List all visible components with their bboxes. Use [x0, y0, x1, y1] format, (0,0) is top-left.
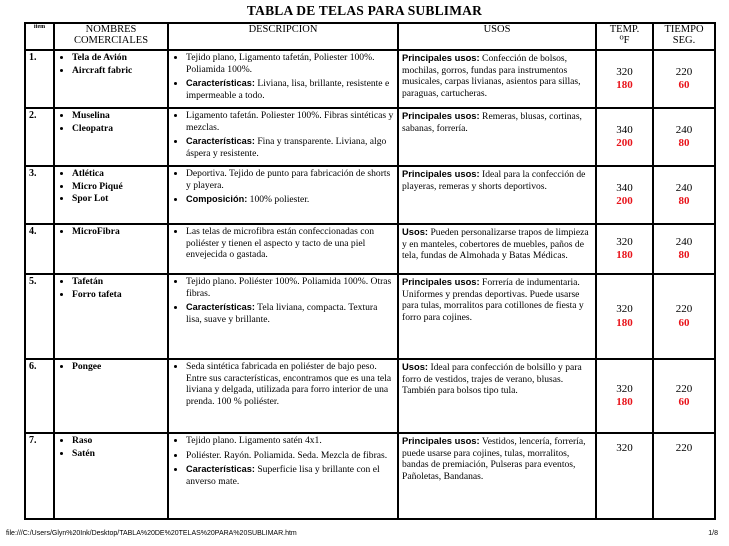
description-item: [186, 194, 394, 206]
fabric-name: • Tela de Avión: [72, 52, 164, 64]
uses-cell: [398, 359, 596, 433]
header-time-unit: SEG.: [672, 35, 696, 47]
description-text: Fina y transparente. Liviana, algo áspera y resistente.: [186, 136, 387, 160]
uses-cell: [398, 108, 596, 166]
time-value: 240: [675, 123, 693, 136]
uses-text: Pueden personalizarse trapos de limpieza y en manteles, cobertores de muebles, paños de tela, fundas de Almohada y Batas Médicas.: [402, 227, 589, 262]
time-cell: [653, 108, 715, 166]
temperature-cell: [596, 359, 653, 433]
commercial-names: [54, 224, 168, 274]
time-value: 220: [675, 65, 693, 78]
description-cell: [168, 433, 398, 519]
temperature-value-red: 180: [616, 316, 633, 329]
temperature-value: 320: [616, 382, 633, 395]
uses-label: Usos:: [402, 361, 429, 372]
uses-label: Principales usos:: [402, 110, 480, 121]
description-item: [186, 302, 394, 325]
table-row: [25, 359, 715, 433]
uses-label: Principales usos:: [402, 435, 480, 446]
time-cell: [653, 166, 715, 224]
header-row: [25, 23, 715, 50]
temperature-cell: [596, 224, 653, 274]
temperature-value: 340: [616, 123, 633, 136]
uses-text: Confección de bolsos, mochilas, gorros, fundas para instrumentos musicales, carpas livianas, asientos para sillas, paraguas, cartucheras.: [402, 53, 581, 100]
row-number: 2.: [25, 108, 54, 166]
uses-text: Forrería de indumentaria. Uniformes y prendas deportivas. Puede usarse para tulas, morralitos para cotillones de fiesta y forro para cojines.: [402, 277, 584, 324]
description-label: Características:: [186, 136, 255, 147]
time-value-red: 60: [678, 79, 690, 91]
time-cell: [653, 224, 715, 274]
table-row: [25, 274, 715, 359]
row-number: 7.: [25, 433, 54, 519]
table-row: [25, 433, 715, 519]
header-temp-label: TEMP.: [609, 24, 640, 35]
description-text: Seda sintética fabricada en poliéster de bajo peso. Entre sus características, encontramos que es una tela liviana y delgada, utilizada para forro interior de una prenda. 100 % poliéster.: [186, 361, 392, 408]
uses-text: Vestidos, lencería, forrería, puede usarse para cojines, tulas, morralitos, bandas de premiación, Pulseras para eventos, Pañoletas, Bandanas.: [402, 436, 586, 483]
uses-label: Principales usos:: [402, 52, 480, 63]
temperature-value: 320: [616, 442, 633, 454]
description-text: Ligamento tafetán. Poliester 100%. Fibras sintéticas y mezclas.: [186, 110, 394, 133]
header-uses: USOS: [398, 23, 596, 50]
temperature-value-red: 200: [616, 137, 633, 149]
description-label: Características:: [186, 78, 255, 89]
footer-path: file:///C:/Users/Glyn%20Ink/Desktop/TABLA%20DE%20TELAS%20PARA%20SUBLIMAR.htm: [6, 530, 297, 537]
fabric-name: • Tafetán: [72, 276, 164, 288]
description-text: Tejido plano. Ligamento satén 4x1.: [186, 435, 322, 446]
description-cell: [168, 359, 398, 433]
table-row: [25, 108, 715, 166]
description-item: [186, 464, 394, 487]
time-value: 240: [675, 235, 693, 248]
row-number: 4.: [25, 224, 54, 274]
temperature-cell: [596, 274, 653, 359]
description-text: Tela liviana, compacta. Textura lisa, suave y brillante.: [186, 302, 378, 326]
temperature-value: 320: [616, 235, 633, 248]
row-number: 5.: [25, 274, 54, 359]
uses-text: Ideal para la confección de playeras, remeras y shorts deportivos.: [402, 169, 586, 192]
description-item: [186, 136, 394, 159]
table-row: [25, 224, 715, 274]
fabric-table: [24, 22, 716, 520]
description-cell: [168, 108, 398, 166]
description-item: [186, 276, 394, 299]
temperature-value-red: 180: [616, 79, 633, 91]
uses-text: Ideal para confección de bolsillo y para forro de vestidos, trajes de verano, blusas. También para bolsos tipo tula.: [402, 362, 582, 397]
time-cell: [653, 359, 715, 433]
header-time-label: TIEMPO: [664, 24, 704, 35]
temperature-cell: [596, 166, 653, 224]
temperature-value: 320: [616, 65, 633, 78]
fabric-name: • Micro Piqué: [72, 181, 164, 193]
commercial-names: [54, 166, 168, 224]
fabric-name: • Muselina: [72, 110, 164, 122]
fabric-name: • Aircraft fabric: [72, 65, 164, 77]
description-text: Las telas de microfibra están confeccionadas con poliéster y tienen el aspecto y tacto de una piel envejecida o gastada.: [186, 226, 375, 261]
description-item: [186, 361, 394, 408]
commercial-names: [54, 274, 168, 359]
description-text: Tejido plano, Ligamento tafetán, Poliester 100%. Poliamida 100%.: [186, 52, 375, 75]
temperature-value-red: 180: [616, 396, 633, 408]
header-temp-unit: ⁰F: [619, 35, 630, 47]
header-item: item: [25, 23, 54, 50]
fabric-name: • Atlética: [72, 168, 164, 180]
header-temp: [596, 23, 653, 50]
time-value-red: 80: [678, 195, 690, 207]
description-item: [186, 168, 394, 191]
description-item: [186, 450, 394, 462]
temperature-value: 320: [616, 303, 633, 316]
fabric-name: • Satén: [72, 448, 164, 460]
time-value: 220: [675, 442, 693, 454]
row-number: 1.: [25, 50, 54, 108]
description-item: [186, 435, 394, 447]
description-item: [186, 52, 394, 75]
description-text: Tejido plano. Poliéster 100%. Poliamida 100%. Otras fibras.: [186, 276, 392, 299]
row-number: 6.: [25, 359, 54, 433]
table-row: [25, 50, 715, 108]
description-cell: [168, 224, 398, 274]
description-text: Poliéster. Rayón. Poliamida. Seda. Mezcla de fibras.: [186, 449, 388, 461]
description-text: Deportiva. Tejido de punto para fabricación de shorts y playera.: [186, 168, 391, 191]
description-text: Superficie lisa y brillante con el anverso mate.: [186, 464, 380, 488]
fabric-name: • Pongee: [72, 361, 164, 373]
description-item: [186, 78, 394, 101]
temperature-value-red: 200: [616, 195, 633, 207]
time-value-red: 80: [678, 249, 690, 261]
uses-label: Principales usos:: [402, 168, 480, 179]
fabric-name: • MicroFibra: [72, 226, 164, 238]
time-value-red: 80: [678, 137, 690, 149]
page-footer: [6, 530, 718, 537]
time-value: 220: [675, 303, 693, 316]
fabric-name: • Cleopatra: [72, 123, 164, 135]
header-time: [653, 23, 715, 50]
commercial-names: [54, 359, 168, 433]
fabric-name: • Raso: [72, 435, 164, 447]
uses-label: Usos:: [402, 226, 429, 237]
description-label: Características:: [186, 464, 255, 475]
time-value: 220: [675, 382, 693, 395]
description-item: [186, 110, 394, 133]
description-label: Características:: [186, 302, 255, 313]
time-value-red: 60: [678, 396, 690, 408]
time-cell: [653, 50, 715, 108]
commercial-names: [54, 108, 168, 166]
description-item: [186, 226, 394, 261]
header-description: DESCRIPCION: [168, 23, 398, 50]
description-cell: [168, 50, 398, 108]
commercial-names: [54, 50, 168, 108]
uses-cell: [398, 224, 596, 274]
uses-cell: [398, 50, 596, 108]
temperature-cell: [596, 50, 653, 108]
uses-cell: [398, 433, 596, 519]
uses-label: Principales usos:: [402, 276, 480, 287]
time-value-red: 60: [678, 316, 690, 329]
row-number: 3.: [25, 166, 54, 224]
footer-page-number: 1/8: [708, 530, 718, 537]
page-title: TABLA DE TELAS PARA SUBLIMAR: [246, 3, 483, 18]
uses-cell: [398, 274, 596, 359]
temperature-cell: [596, 433, 653, 519]
description-text: Liviana, lisa, brillante, resistente e impermeable a todo.: [186, 78, 390, 102]
description-text: 100% poliester.: [247, 194, 310, 206]
uses-cell: [398, 166, 596, 224]
header-names: NOMBRES COMERCIALES: [54, 23, 168, 50]
table-row: [25, 166, 715, 224]
description-cell: [168, 166, 398, 224]
temperature-value: 340: [616, 181, 633, 194]
time-value: 240: [675, 181, 693, 194]
time-cell: [653, 433, 715, 519]
description-cell: [168, 274, 398, 359]
uses-text: Remeras, blusas, cortinas, sabanas, forrería.: [402, 111, 582, 134]
fabric-name: • Spor Lot: [72, 193, 164, 205]
commercial-names: [54, 433, 168, 519]
fabric-name: • Forro tafeta: [72, 289, 164, 301]
temperature-cell: [596, 108, 653, 166]
time-cell: [653, 274, 715, 359]
description-label: Composición:: [186, 194, 248, 205]
temperature-value-red: 180: [616, 249, 633, 261]
